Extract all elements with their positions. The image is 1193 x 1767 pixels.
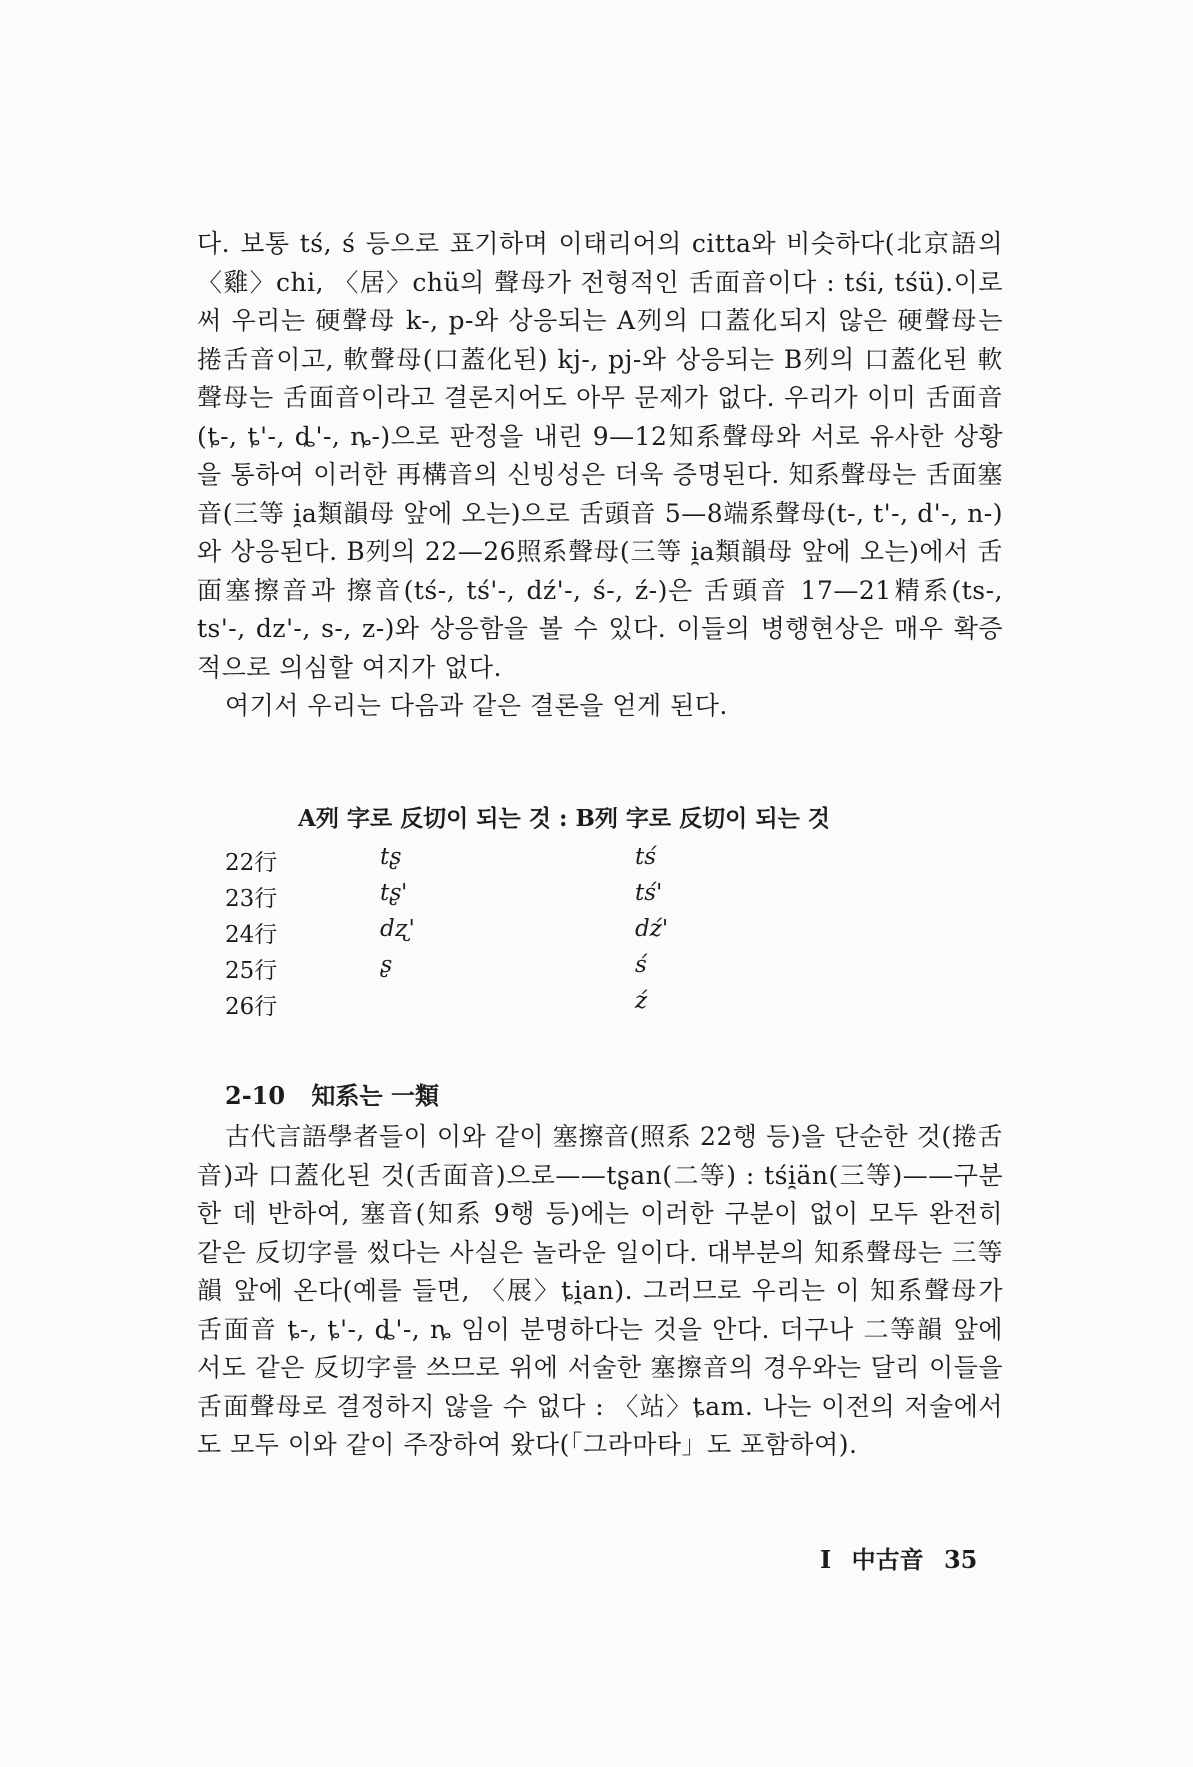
a-series-value: ʂ [380,952,392,978]
section-number: 2-10 [225,1081,286,1110]
table-row [225,952,925,988]
a-series-value: dʐ' [380,916,415,942]
row-label: 25行 [225,958,278,984]
row-label: 26行 [225,994,278,1020]
section-title: 知系는 一類 [311,1081,439,1110]
table-header: A列 字로 反切이 되는 것 : B列 字로 反切이 되는 것 [298,805,831,832]
row-label: 23行 [225,886,278,912]
paragraph-2: 여기서 우리는 다음과 같은 결론을 얻게 된다. [225,691,728,720]
row-label: 24行 [225,922,278,948]
table-row [225,844,925,880]
chapter-title: 中古音 [851,1545,924,1574]
paragraph-1: 다. 보통 tś, ś 등으로 표기하며 이태리어의 citta와 비슷하다(北京語의 〈雞〉chi, 〈居〉chü의 聲母가 전형적인 舌面音이다 : tśi, tśü).이로써 우리는 硬聲母 k-, p-와 상응되는 A列의 口蓋化되지 않은 硬聲母는 捲舌音이고, 軟聲母(口蓋化된) kj-, pj-와 상응되는 B列의 口蓋化된 軟聲母는 舌面音이라고 결론지어도 아무 문제가 없다. 우리가 이미 舌面音(ȶ-, ȶ'-, ȡ'-, ȵ-)으로 판정을 내린 9—12知系聲母와 서로 유사한 상황을 통하여 이러한 再構音의 신빙성은 더욱 증명된다. 知系聲母는 舌面塞音(三等 i̯a類韻母 앞에 오는)으로 舌頭音 5—8端系聲母(t-, t'-, d'-, n-)와 상응된다. B列의 22—26照系聲母(三等 i̯a類韻母 앞에 오는)에서 舌面塞擦音과 擦音(tś-, tś'-, dź'-, ś-, ź-)은 舌頭音 17—21精系(ts-, ts'-, dz'-, s-, z-)와 상응함을 볼 수 있다. 이들의 병행현상은 매우 확증적으로 의심할 여지가 없다. [197,229,1003,682]
b-series-value: dź' [635,916,669,942]
page-number: 35 [943,1545,978,1574]
table-row [225,880,925,916]
body-text-upper [197,225,1003,726]
section-heading [225,1076,439,1111]
b-series-value: tś [635,844,657,870]
body-text-lower [197,1118,1003,1465]
page-footer [820,1540,989,1575]
row-label: 22行 [225,850,278,876]
b-series-value: tś' [635,880,663,906]
a-series-value: tʂ' [380,880,408,906]
paragraph-3: 古代言語學者들이 이와 같이 塞擦音(照系 22행 등)을 단순한 것(捲舌音)과 口蓋化된 것(舌面音)으로——tʂan(二等) : tśi̯än(三等)——구분한 데 반하여, 塞音(知系 9행 등)에는 이러한 구분이 없이 모두 완전히 같은 反切字를 썼다는 사실은 놀라운 일이다. 대부분의 知系聲母는 三等韻 앞에 온다(예를 들면, 〈展〉ȶi̯an). 그러므로 우리는 이 知系聲母가 舌面音 ȶ-, ȶ'-, ȡ'-, ȵ 임이 분명하다는 것을 안다. 더구나 二等韻 앞에서도 같은 反切字를 쓰므로 위에 서술한 塞擦音의 경우와는 달리 이들을 舌面聲母로 결정하지 않을 수 없다 : 〈站〉ȶam. 나는 이전의 저술에서도 모두 이와 같이 주장하여 왔다(「그라마타」도 포함하여). [197,1122,1003,1459]
table-row [225,916,925,952]
b-series-value: ź [635,988,648,1014]
table-row [225,988,925,1024]
part-number: I [820,1545,832,1574]
b-series-value: ś [635,952,647,978]
a-series-value: tʂ [380,844,402,870]
